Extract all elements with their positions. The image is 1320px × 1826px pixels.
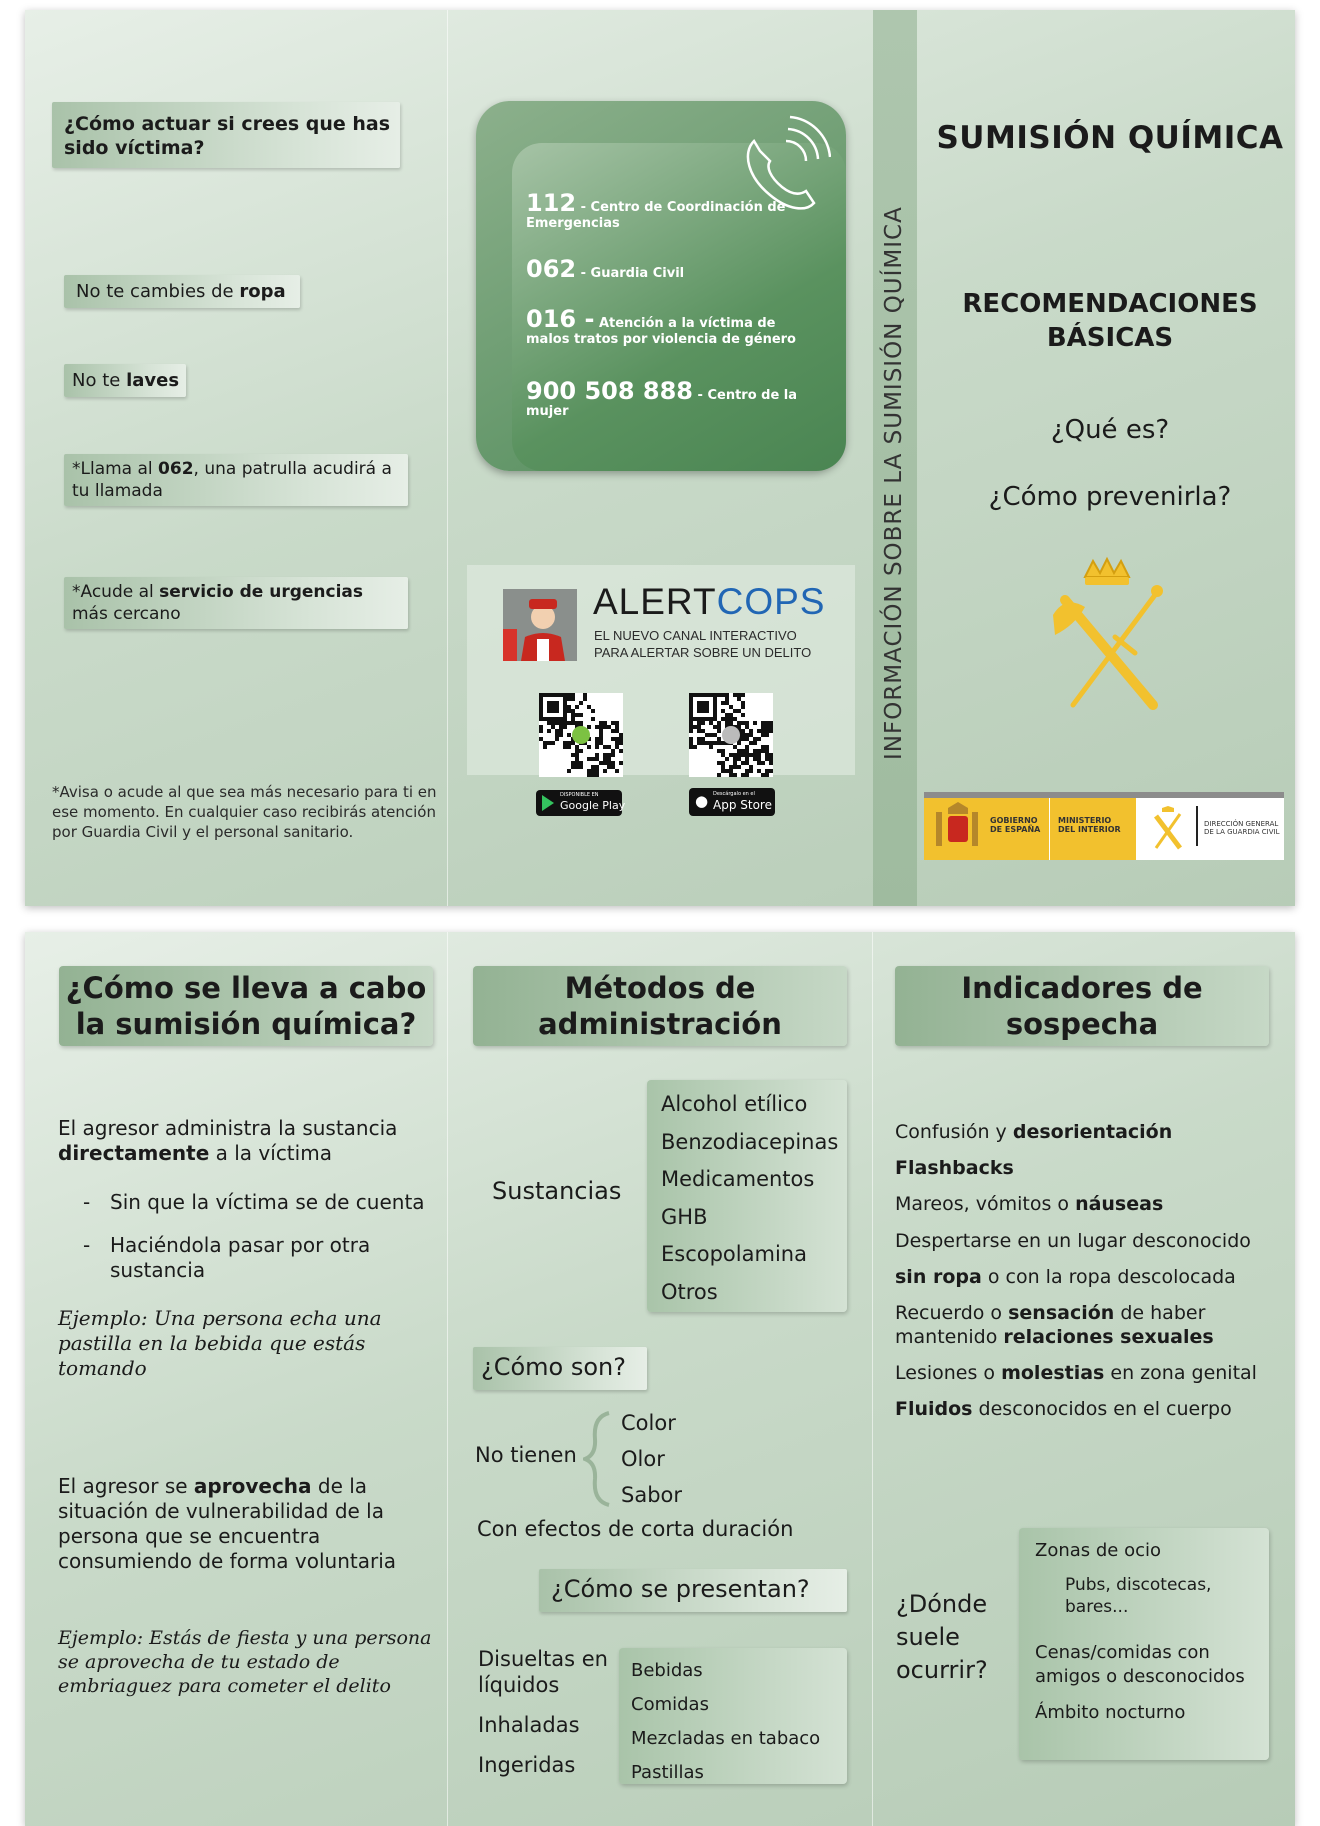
spine-title: INFORMACIÓN SOBRE LA SUMISIÓN QUÍMICA	[881, 206, 907, 760]
indicator-item: Fluidos desconocidos en el cuerpo	[895, 1398, 1232, 1421]
place-item: Ámbito nocturno	[1035, 1702, 1186, 1723]
phone-016: 016 - Atención a la víctima de malos tratos por violencia de género	[526, 305, 796, 347]
brace-icon	[583, 1409, 613, 1509]
list-item: Sabor	[621, 1483, 683, 1507]
list-item: Pastillas	[631, 1762, 704, 1783]
alertcops-tagline: EL NUEVO CANAL INTERACTIVO PARA ALERTAR SOBRE UN DELITO	[594, 628, 812, 660]
tip-text: *Acude al	[72, 582, 160, 602]
list-item: GHB	[661, 1204, 708, 1229]
phone-112: 112 - Centro de Coordinación de Emergencias	[526, 189, 786, 231]
tip-text: No te cambies de	[76, 281, 240, 302]
tip-text: *Llama al	[72, 459, 159, 479]
como-son-label: ¿Cómo son?	[481, 1353, 627, 1381]
list-item: Benzodiacepinas	[661, 1129, 839, 1154]
apple-icon: ●	[695, 792, 709, 810]
indicator-item: Recuerdo o sensación de haber mantenido relaciones sexuales	[895, 1302, 1214, 1349]
bullet-item: - Haciéndola pasar por otra sustancia	[83, 1233, 371, 1282]
list-item: Olor	[621, 1447, 665, 1471]
place-item: Zonas de ocio	[1035, 1540, 1162, 1561]
google-play-badge[interactable]: DISPONIBLE EN Google Play	[536, 790, 622, 816]
tip-hospital	[64, 577, 408, 629]
heading-methods: Métodos de administración	[473, 966, 847, 1046]
play-icon	[542, 795, 554, 811]
spain-coat-of-arms-icon	[932, 802, 982, 854]
leaflet-outer-side	[25, 10, 1295, 906]
efectos-text: Con efectos de corta duración	[477, 1517, 794, 1541]
list-item: Otros	[661, 1279, 718, 1304]
list-item: Alcohol etílico	[661, 1092, 808, 1116]
question-text: ¿Cómo actuar si crees que has sido víctima?	[64, 113, 391, 159]
indicator-item: Flashbacks	[895, 1157, 1014, 1180]
tip-call	[64, 454, 408, 506]
como-son-box	[473, 1347, 647, 1390]
tip-text: , una patrulla acudirá a tu llamada	[72, 459, 392, 501]
guardia-civil-small-emblem-icon	[1152, 806, 1184, 850]
list-item: Escopolamina	[661, 1242, 807, 1266]
indicators-list	[895, 1114, 1285, 1427]
tip-wash	[64, 364, 186, 397]
qr-code-ios[interactable]	[689, 693, 773, 777]
indicator-item: Despertarse en un lugar desconocido	[895, 1229, 1251, 1252]
place-subitem: Pubs, discotecas, bares...	[1065, 1575, 1212, 1617]
officer-icon	[503, 589, 577, 661]
donde-label: ¿Dónde suele ocurrir?	[896, 1590, 988, 1684]
emergency-phones-card	[476, 101, 846, 471]
sustancias-list	[647, 1080, 847, 1312]
cover-title: SUMISIÓN QUÍMICA	[936, 120, 1284, 156]
leaflet-inner-side	[25, 932, 1295, 1826]
indicator-item: Mareos, vómitos o náuseas	[895, 1193, 1164, 1216]
tip-bold: servicio de urgencias	[159, 582, 363, 602]
cover-subtitle: RECOMENDACIONES BÁSICAS	[962, 289, 1258, 353]
tip-bold: ropa	[239, 281, 286, 302]
bullet-item: - Sin que la víctima se de cuenta	[83, 1190, 425, 1214]
forms-list	[619, 1648, 847, 1784]
indicator-item: Lesiones o molestias en zona genital	[895, 1362, 1257, 1385]
qr-code-android[interactable]	[539, 693, 623, 777]
alertcops-logo: ALERTCOPS	[593, 581, 826, 622]
form-inhaled: Inhaladas	[478, 1713, 580, 1737]
form-ingested: Ingeridas	[478, 1753, 576, 1777]
fold-line	[447, 932, 448, 1826]
tip-bold: 062	[158, 459, 194, 479]
places-box	[1019, 1528, 1269, 1760]
form-dissolved: Disueltas en líquidos	[478, 1647, 608, 1697]
sustancias-label: Sustancias	[492, 1177, 622, 1205]
example-text: Ejemplo: Estás de fiesta y una persona se aprovecha de tu estado de embriaguez para cometer el delito	[58, 1627, 432, 1697]
no-tienen-label: No tienen	[475, 1443, 577, 1467]
indicator-item: sin ropa o con la ropa descolocada	[895, 1265, 1236, 1288]
direccion-label: DIRECCIÓN GENERAL DE LA GUARDIA CIVIL	[1204, 820, 1280, 836]
cover-question-prevent: ¿Cómo prevenirla?	[988, 482, 1232, 512]
paragraph-direct: El agresor administra la sustancia directamente a la víctima	[58, 1116, 398, 1165]
paragraph-advantage: El agresor se aprovecha de la situación de vulnerabilidad de la persona que se encuentra consumiendo de forma voluntaria	[58, 1474, 397, 1573]
footnote: *Avisa o acude al que sea más necesario para ti en ese momento. En cualquier caso recibirás atención por Guardia Civil y el personal sanitario.	[52, 783, 437, 841]
tip-text: No te	[72, 370, 127, 391]
alertcops-block	[467, 565, 855, 775]
list-item: Bebidas	[631, 1660, 703, 1681]
question-box	[52, 102, 400, 168]
heading-how: ¿Cómo se lleva a cabo la sumisión química?	[59, 966, 433, 1046]
example-text: Ejemplo: Una persona echa una pastilla en la bebida que estás tomando	[58, 1306, 382, 1380]
ministerio-label: MINISTERIO DEL INTERIOR	[1058, 816, 1121, 834]
phone-062: 062 - Guardia Civil	[526, 255, 685, 283]
fold-line	[447, 10, 448, 906]
government-logos-bar	[924, 792, 1284, 860]
props-list	[621, 1405, 682, 1513]
fold-line	[872, 932, 873, 1826]
heading-indicators: Indicadores de sospecha	[895, 966, 1269, 1046]
cover-question-what: ¿Qué es?	[1050, 415, 1170, 445]
list-item: Color	[621, 1411, 676, 1435]
list-item: Mezcladas en tabaco	[631, 1728, 821, 1749]
gobierno-label: GOBIERNO DE ESPAÑA	[990, 816, 1041, 834]
list-item: Medicamentos	[661, 1167, 815, 1191]
place-item: Cenas/comidas con amigos o desconocidos	[1035, 1642, 1245, 1687]
phone-900: 900 508 888 - Centro de la mujer	[526, 377, 798, 419]
tip-clothes	[64, 275, 300, 308]
tip-text: más cercano	[72, 604, 181, 624]
app-store-badge[interactable]: ● Descárgalo en el App Store	[689, 788, 775, 816]
tip-bold: laves	[126, 370, 180, 391]
list-item: Comidas	[631, 1694, 709, 1715]
guardia-civil-emblem-icon	[1045, 555, 1170, 715]
presentan-label: ¿Cómo se presentan?	[551, 1575, 810, 1603]
indicator-item: Confusión y desorientación	[895, 1121, 1173, 1143]
presentan-box	[539, 1569, 847, 1612]
